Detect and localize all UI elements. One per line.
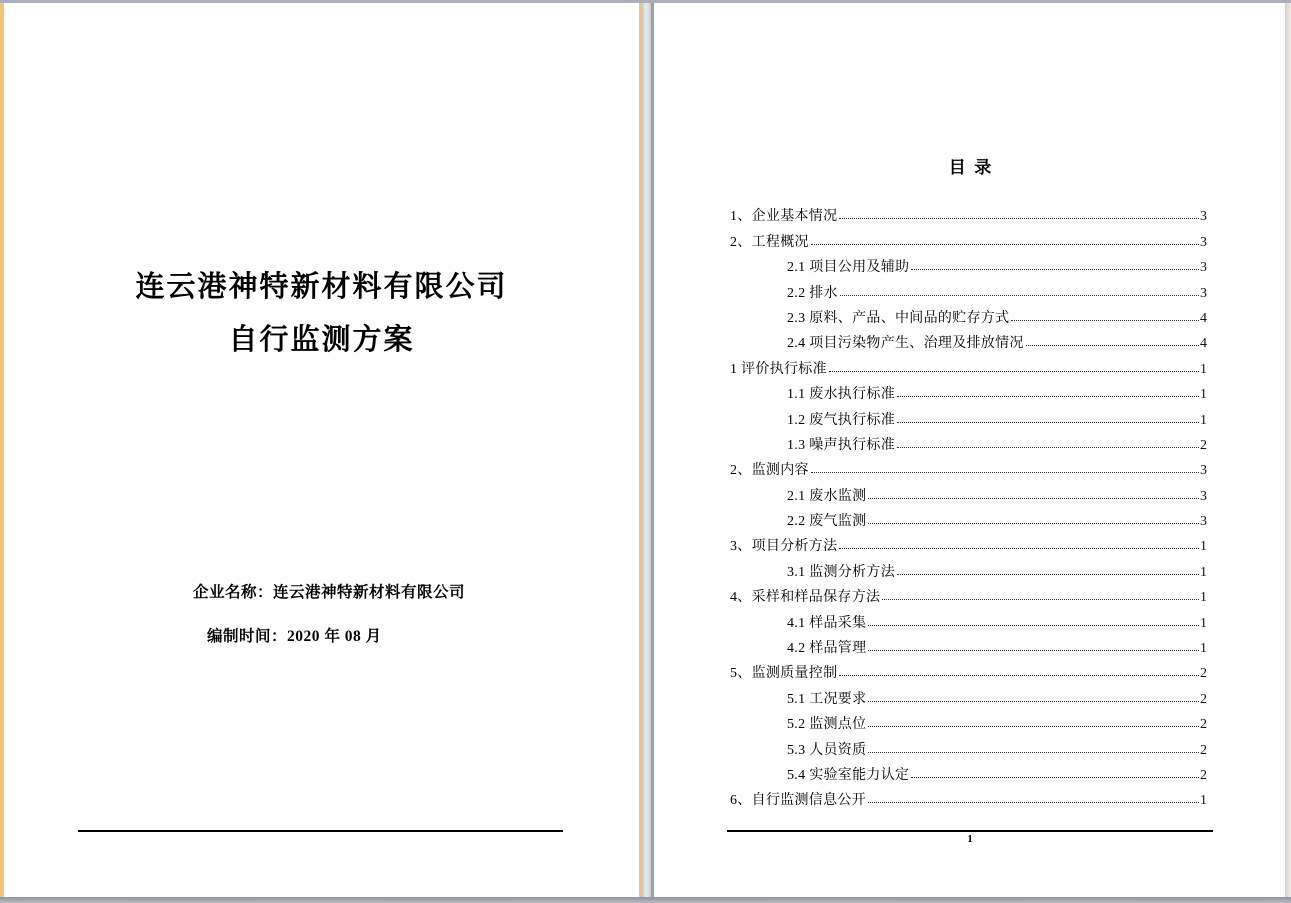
toc-leader-dots [897, 574, 1199, 575]
toc-entry-page: 2 [1200, 437, 1207, 453]
toc-entry-page: 2 [1200, 691, 1207, 707]
toc-leader-dots [1026, 345, 1199, 346]
toc-leader-dots [811, 472, 1199, 473]
toc-leader-dots [868, 752, 1199, 753]
toc-entry-label: 5.3 人员资质 [787, 742, 867, 758]
toc-entry-label: 2.4 项目污染物产生、治理及排放情况 [787, 336, 1024, 352]
toc-entry-label: 4、采样和样品保存方法 [730, 590, 881, 606]
toc-leader-dots [868, 701, 1199, 702]
toc-entry-label: 2.2 废气监测 [787, 514, 867, 530]
cover-title [4, 261, 639, 367]
toc-entry-label: 4.2 样品管理 [787, 641, 867, 657]
cover-page [4, 3, 639, 897]
toc-entry[interactable] [654, 633, 1286, 658]
toc-entry[interactable] [654, 353, 1286, 378]
toc-entry-page: 3 [1200, 463, 1207, 479]
toc-entry[interactable] [654, 658, 1286, 683]
toc-leader-dots [868, 802, 1199, 803]
toc-entry-label: 2.2 排水 [787, 285, 838, 301]
toc-leader-dots [829, 371, 1199, 372]
toc-leader-dots [911, 269, 1199, 270]
toc-entry-page: 2 [1200, 767, 1207, 783]
toc-entry[interactable] [654, 582, 1286, 607]
toc-entry[interactable] [654, 455, 1286, 480]
cover-footer-rule [78, 830, 563, 832]
toc-leader-dots [839, 218, 1199, 219]
toc-page [654, 3, 1286, 897]
toc-entry[interactable] [654, 506, 1286, 531]
toc-entry[interactable] [654, 785, 1286, 810]
toc-entry-label: 5.1 工况要求 [787, 691, 867, 707]
toc-entry[interactable] [654, 734, 1286, 759]
toc-entry-page: 1 [1200, 564, 1207, 580]
toc-entry-label: 5.4 实验室能力认定 [787, 767, 910, 783]
toc-entry[interactable] [654, 277, 1286, 302]
toc-leader-dots [911, 777, 1199, 778]
toc-entry-label: 5、监测质量控制 [730, 666, 838, 682]
toc-entry-page: 4 [1200, 310, 1207, 326]
toc-entry[interactable] [654, 683, 1286, 708]
toc-entry-page: 3 [1200, 488, 1207, 504]
toc-entry-page: 3 [1200, 514, 1207, 530]
toc-entry[interactable] [654, 607, 1286, 632]
toc-entry-page: 1 [1200, 539, 1207, 555]
toc-entry[interactable] [654, 480, 1286, 505]
toc-entry[interactable] [654, 709, 1286, 734]
toc-entry[interactable] [654, 303, 1286, 328]
toc-leader-dots [811, 244, 1199, 245]
toc-leader-dots [897, 422, 1199, 423]
toc-entry-page: 1 [1200, 793, 1207, 809]
toc-entry[interactable] [654, 556, 1286, 581]
toc-entry-label: 3.1 监测分析方法 [787, 564, 895, 580]
toc-entry-page: 1 [1200, 641, 1207, 657]
toc-entry[interactable] [654, 404, 1286, 429]
toc-entry-label: 4.1 样品采集 [787, 615, 867, 631]
toc-entry-page: 1 [1200, 387, 1207, 403]
toc-leader-dots [868, 498, 1199, 499]
toc-leader-dots [897, 396, 1199, 397]
toc-entry-label: 1 评价执行标准 [730, 361, 827, 377]
toc-entry[interactable] [654, 430, 1286, 455]
toc-entry-label: 2、监测内容 [730, 463, 809, 479]
toc-entry-page: 2 [1200, 742, 1207, 758]
toc-leader-dots [897, 447, 1199, 448]
toc-leader-dots [1011, 320, 1199, 321]
toc-list [654, 201, 1286, 810]
page-edge-right [1285, 3, 1291, 897]
toc-leader-dots [868, 650, 1199, 651]
toc-entry-page: 1 [1200, 412, 1207, 428]
toc-entry[interactable] [654, 379, 1286, 404]
cover-company-line: 企业名称：连云港神特新材料有限公司 [193, 584, 466, 601]
toc-leader-dots [840, 295, 1199, 296]
toc-entry-page: 1 [1200, 590, 1207, 606]
toc-heading: 目 录 [948, 158, 992, 177]
page-gutter [639, 3, 654, 897]
toc-entry[interactable] [654, 226, 1286, 251]
toc-entry-label: 2.1 项目公用及辅助 [787, 260, 910, 276]
toc-entry-page: 1 [1200, 615, 1207, 631]
toc-footer-rule [727, 830, 1213, 832]
cover-title-line1: 连云港神特新材料有限公司 [135, 271, 508, 303]
toc-entry[interactable] [654, 531, 1286, 556]
toc-leader-dots [868, 726, 1199, 727]
cover-title-line2: 自行监测方案 [228, 324, 415, 356]
toc-entry-label: 2.1 废水监测 [787, 488, 867, 504]
toc-entry-label: 5.2 监测点位 [787, 717, 867, 733]
toc-entry[interactable] [654, 760, 1286, 785]
toc-entry[interactable] [654, 328, 1286, 353]
toc-entry-label: 3、项目分析方法 [730, 539, 838, 555]
toc-entry-page: 3 [1200, 285, 1207, 301]
toc-entry[interactable] [654, 252, 1286, 277]
toc-entry-label: 2、工程概况 [730, 234, 809, 250]
toc-leader-dots [882, 599, 1199, 600]
toc-entry-label: 1、企业基本情况 [730, 209, 838, 225]
toc-leader-dots [839, 675, 1199, 676]
toc-leader-dots [868, 625, 1199, 626]
toc-leader-dots [839, 548, 1199, 549]
toc-entry[interactable] [654, 201, 1286, 226]
toc-leader-dots [868, 523, 1199, 524]
toc-entry-page: 1 [1200, 361, 1207, 377]
toc-entry-page: 3 [1200, 260, 1207, 276]
toc-entry-page: 2 [1200, 717, 1207, 733]
toc-entry-page: 3 [1200, 209, 1207, 225]
toc-entry-label: 2.3 原料、产品、中间品的贮存方式 [787, 310, 1010, 326]
toc-entry-page: 3 [1200, 234, 1207, 250]
cover-date-line: 编制时间：2020 年 08 月 [207, 628, 382, 645]
toc-entry-label: 1.1 废水执行标准 [787, 387, 895, 403]
toc-entry-label: 1.2 废气执行标准 [787, 412, 895, 428]
toc-entry-page: 4 [1200, 336, 1207, 352]
toc-entry-label: 6、自行监测信息公开 [730, 793, 866, 809]
viewer-bottom-border [0, 897, 1291, 903]
toc-entry-page: 2 [1200, 666, 1207, 682]
page-number: 1 [967, 833, 973, 845]
toc-entry-label: 1.3 噪声执行标准 [787, 437, 895, 453]
